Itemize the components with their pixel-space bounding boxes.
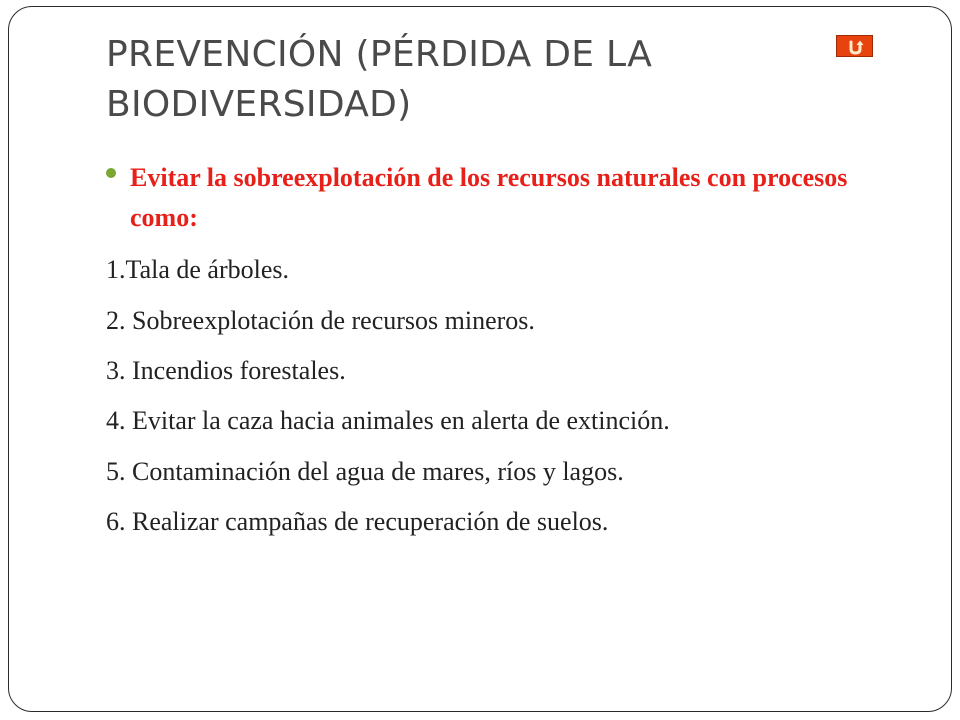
list-item-number: 3. [106,356,126,385]
list-item-text: Sobreexplotación de recursos mineros. [132,306,535,335]
slide-title: PREVENCIÓN (PÉRDIDA DE LA BIODIVERSIDAD) [106,34,653,125]
list-item-text: Tala de árboles. [125,255,289,284]
return-arrow-icon [837,36,874,58]
return-nav-button[interactable] [836,35,873,57]
bullet-text: Evitar la sobreexplotación de los recursos naturales con procesos como: [130,163,848,232]
list-item-number: 1. [106,255,126,284]
list-item [106,454,906,490]
list-item-text: Evitar la caza hacia animales en alerta de extinción. [132,406,670,435]
list-item [106,353,906,389]
bullet-marker [106,168,116,178]
list-item-number: 4. [106,406,126,435]
list-item-number: 5. [106,457,126,486]
list-item-number: 2. [106,306,126,335]
list-item [106,403,906,439]
list-item [106,504,906,540]
list-item [106,252,906,288]
list-item-text: Incendios forestales. [132,356,346,385]
list-item-text: Realizar campañas de recuperación de suelos. [132,507,609,536]
list-item-number: 6. [106,507,126,536]
list-item-text: Contaminación del agua de mares, ríos y lagos. [132,457,624,486]
list-item [106,303,906,339]
